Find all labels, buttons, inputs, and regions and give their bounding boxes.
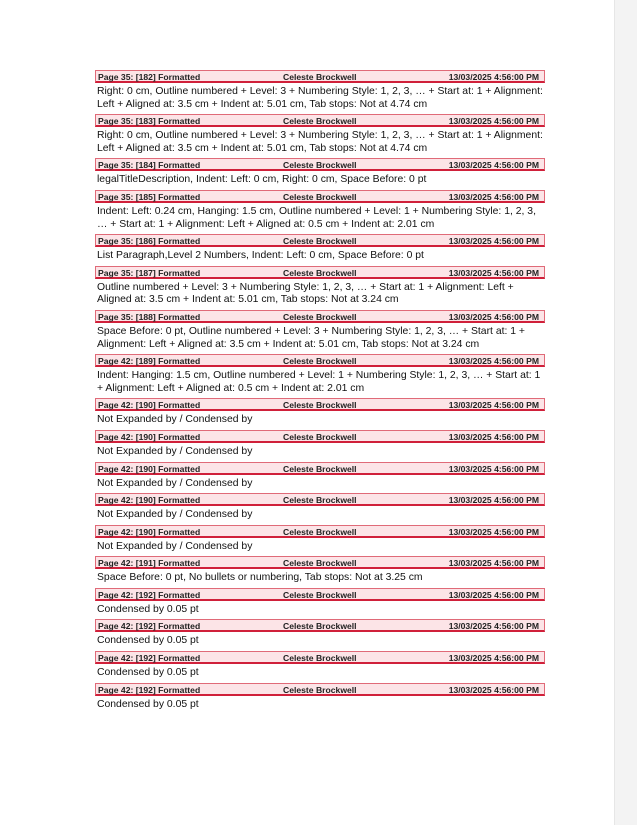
change-page-label: Page 42: [190] Formatted [98,495,201,506]
change-header [95,114,545,127]
formatting-change-entry [95,70,545,114]
change-author: Celeste Brockwell [283,356,357,367]
change-header [95,158,545,171]
change-header [95,556,545,569]
change-author: Celeste Brockwell [283,72,357,82]
change-author: Celeste Brockwell [283,116,357,127]
change-description: Condensed by 0.05 pt [97,603,199,615]
change-author: Celeste Brockwell [283,191,357,202]
change-description: Condensed by 0.05 pt [97,635,199,647]
change-date: 13/03/2025 4:56:00 PM [448,589,539,600]
change-date: 13/03/2025 4:56:00 PM [448,621,539,632]
formatting-change-entry [95,651,545,683]
change-author: Celeste Brockwell [283,400,357,411]
change-page-label: Page 42: [192] Formatted [98,653,201,664]
formatting-change-entry [95,158,545,190]
change-header [95,619,545,632]
formatting-change-entry [95,493,545,525]
change-date: 13/03/2025 4:56:00 PM [448,463,539,474]
change-page-label: Page 42: [192] Formatted [98,684,201,695]
formatting-change-entry [95,114,545,158]
change-date: 13/03/2025 4:56:00 PM [448,400,539,411]
change-date: 13/03/2025 4:56:00 PM [448,431,539,442]
change-description: Right: 0 cm, Outline numbered + Level: 3 + Numbering Style: 1, 2, 3, … + Start at: 1 + Alignment: Left + Aligned at: 3.5 cm + Indent at: 5.01 cm, Tab stops: Not at 4.74 cm [97,86,543,110]
change-header [95,430,545,443]
change-author: Celeste Brockwell [283,621,357,632]
change-date: 13/03/2025 4:56:00 PM [448,495,539,506]
change-page-label: Page 35: [185] Formatted [98,191,201,202]
formatting-change-entry [95,190,545,234]
change-date: 13/03/2025 4:56:00 PM [448,267,539,278]
change-page-label: Page 42: [190] Formatted [98,400,201,411]
change-date: 13/03/2025 4:56:00 PM [448,558,539,569]
formatting-change-entry [95,234,545,266]
change-date: 13/03/2025 4:56:00 PM [448,356,539,367]
change-author: Celeste Brockwell [283,267,357,278]
change-date: 13/03/2025 4:56:00 PM [448,684,539,695]
change-author: Celeste Brockwell [283,526,357,537]
change-page-label: Page 35: [182] Formatted [98,72,201,82]
formatting-change-entry [95,619,545,651]
change-author: Celeste Brockwell [283,160,357,171]
change-page-label: Page 35: [183] Formatted [98,116,201,127]
change-description: List Paragraph,Level 2 Numbers, Indent: Left: 0 cm, Space Before: 0 pt [97,250,424,262]
formatting-change-entry [95,462,545,494]
change-author: Celeste Brockwell [283,236,357,247]
change-page-label: Page 42: [192] Formatted [98,621,201,632]
change-header [95,266,545,279]
formatting-change-entry [95,556,545,588]
change-header [95,310,545,323]
change-author: Celeste Brockwell [283,653,357,664]
change-page-label: Page 35: [186] Formatted [98,236,201,247]
vertical-scrollbar[interactable] [614,0,637,825]
change-date: 13/03/2025 4:56:00 PM [448,116,539,127]
change-page-label: Page 35: [188] Formatted [98,311,201,322]
change-description: Right: 0 cm, Outline numbered + Level: 3 + Numbering Style: 1, 2, 3, … + Start at: 1 + Alignment: Left + Aligned at: 3.5 cm + Indent at: 5.01 cm, Tab stops: Not at 4.74 cm [97,130,543,154]
change-date: 13/03/2025 4:56:00 PM [448,653,539,664]
change-header [95,398,545,411]
formatting-change-entry [95,398,545,430]
formatting-change-entry [95,683,545,715]
change-header [95,354,545,367]
change-description: Outline numbered + Level: 3 + Numbering Style: 1, 2, 3, … + Start at: 1 + Alignment: Left + Aligned at: 3.5 cm + Indent at: 5.01 cm, Tab stops: Not at 3.24 cm [97,281,514,306]
change-date: 13/03/2025 4:56:00 PM [448,191,539,202]
change-author: Celeste Brockwell [283,684,357,695]
change-author: Celeste Brockwell [283,495,357,506]
change-date: 13/03/2025 4:56:00 PM [448,236,539,247]
change-page-label: Page 42: [190] Formatted [98,463,201,474]
change-header [95,462,545,475]
formatting-change-entry [95,266,545,310]
formatting-change-entry [95,430,545,462]
formatting-change-entry [95,354,545,398]
change-date: 13/03/2025 4:56:00 PM [448,311,539,322]
change-page-label: Page 42: [189] Formatted [98,356,201,367]
change-description: Space Before: 0 pt, No bullets or numbering, Tab stops: Not at 3.25 cm [97,572,423,584]
change-description: Not Expanded by / Condensed by [97,540,253,552]
change-page-label: Page 35: [187] Formatted [98,267,201,278]
change-header [95,683,545,696]
change-date: 13/03/2025 4:56:00 PM [448,160,539,171]
change-author: Celeste Brockwell [283,311,357,322]
change-description: Indent: Left: 0.24 cm, Hanging: 1.5 cm, Outline numbered + Level: 1 + Numbering Style: 1, 2, 3, … + Start at: 1 + Alignment: Left + Aligned at: 0.5 cm + Indent at: 2.01 cm [97,205,536,230]
formatting-change-entry [95,310,545,354]
change-header [95,70,545,83]
change-description: Not Expanded by / Condensed by [97,477,253,489]
change-description: legalTitleDescription, Indent: Left: 0 cm, Right: 0 cm, Space Before: 0 pt [97,174,427,186]
formatting-change-entry [95,525,545,557]
change-header [95,493,545,506]
change-header [95,234,545,247]
change-description: Condensed by 0.05 pt [97,698,199,710]
change-header [95,588,545,601]
change-description: Not Expanded by / Condensed by [97,445,253,457]
change-header [95,525,545,538]
formatting-change-list [95,70,545,714]
change-description: Indent: Hanging: 1.5 cm, Outline numbered + Level: 1 + Numbering Style: 1, 2, 3, … + Start at: 1 + Alignment: Left + Aligned at: 0.5 cm + Indent at: 2.01 cm [97,370,541,394]
change-page-label: Page 42: [191] Formatted [98,558,201,569]
change-page-label: Page 42: [192] Formatted [98,589,201,600]
change-description: Not Expanded by / Condensed by [97,414,253,426]
change-page-label: Page 42: [190] Formatted [98,431,201,442]
change-author: Celeste Brockwell [283,463,357,474]
change-description: Not Expanded by / Condensed by [97,509,253,521]
change-author: Celeste Brockwell [283,589,357,600]
change-page-label: Page 35: [184] Formatted [98,160,201,171]
formatting-change-entry [95,588,545,620]
change-description: Condensed by 0.05 pt [97,667,199,679]
change-description: Space Before: 0 pt, Outline numbered + Level: 3 + Numbering Style: 1, 2, 3, … + Start at: 1 + Alignment: Left + Aligned at: 3.5 cm + Indent at: 5.01 cm, Tab stops: Not at 3.24 cm [97,325,525,350]
change-author: Celeste Brockwell [283,558,357,569]
change-header [95,190,545,203]
change-header [95,651,545,664]
change-page-label: Page 42: [190] Formatted [98,526,201,537]
change-author: Celeste Brockwell [283,431,357,442]
change-date: 13/03/2025 4:56:00 PM [448,526,539,537]
change-date: 13/03/2025 4:56:00 PM [448,72,539,82]
